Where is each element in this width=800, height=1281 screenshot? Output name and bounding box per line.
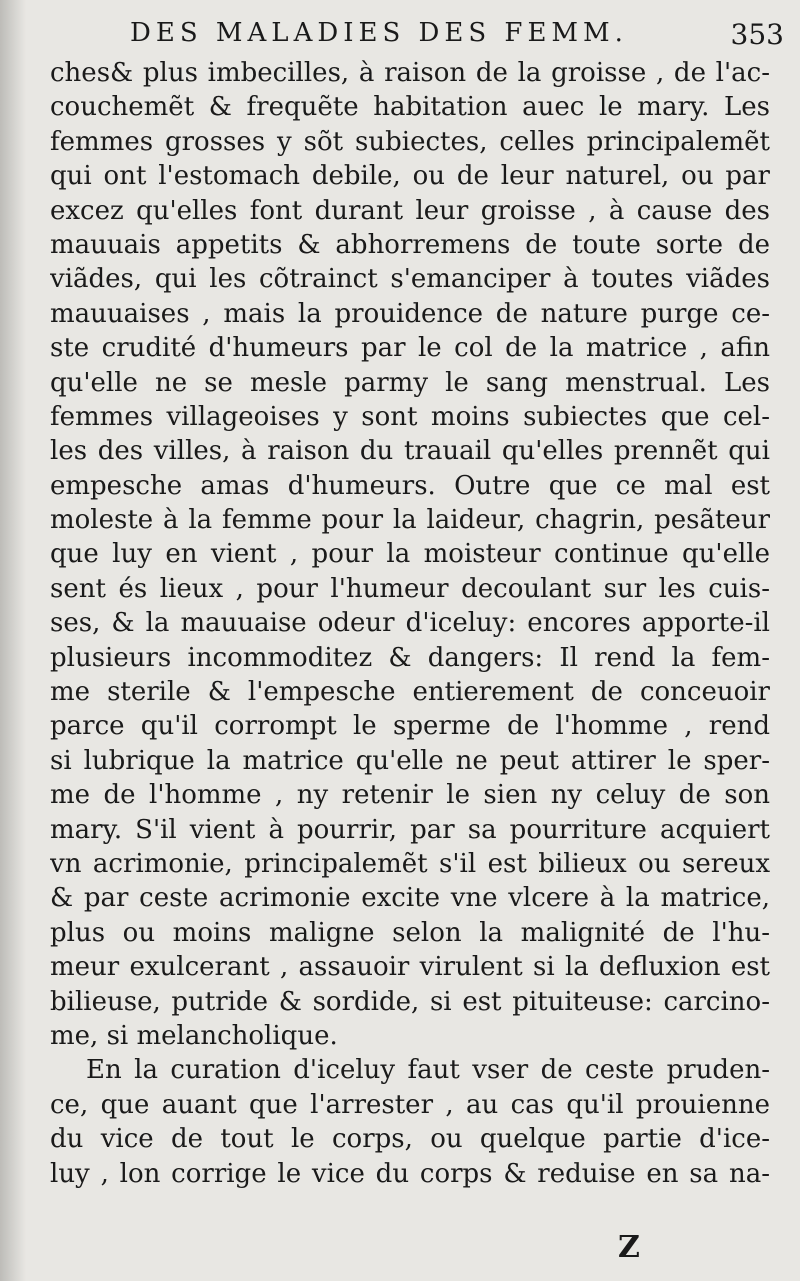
text-line: qu'elle ne se mesle parmy le sang menstrual. Les	[50, 367, 770, 398]
page-number: 353	[730, 18, 784, 51]
text-line: femmes villageoises y sont moins subiectes que cel-	[50, 401, 770, 432]
page-gutter-shadow	[0, 0, 26, 1281]
text-line: sent és lieux , pour l'humeur decoulant sur les cuis-	[50, 573, 770, 604]
text-line: plusieurs incommoditez & dangers: Il rend la fem-	[50, 642, 770, 673]
text-line: me sterile & l'empesche entierement de conceuoir	[50, 677, 770, 708]
text-line: femmes grosses y sõt subiectes, celles principalemẽt	[50, 126, 770, 157]
text-line: ches& plus imbecilles, à raison de la groisse , de l'ac-	[50, 58, 770, 88]
page-header	[110, 8, 790, 52]
text-line: ce, que auant que l'arrester , au cas qu'il prouienne	[50, 1089, 770, 1120]
text-line: excez qu'elles font durant leur groisse , à cause des	[50, 195, 770, 226]
text-line: qui ont l'estomach debile, ou de leur naturel, ou par	[50, 161, 770, 192]
text-line: si lubrique la matrice qu'elle ne peut attirer le sper-	[50, 745, 770, 776]
text-line: vn acrimonie, principalemẽt s'il est bilieux ou sereux	[50, 848, 770, 879]
text-line: mary. S'il vient à pourrir, par sa pourriture acquiert	[50, 814, 770, 845]
text-line: ses, & la mauuaise odeur d'iceluy: encores apporte-il	[50, 608, 770, 639]
paragraph-end-line: me, si melancholique.	[50, 1020, 338, 1051]
text-line: mauuais appetits & abhorremens de toute sorte de	[50, 229, 770, 260]
text-line: couchemẽt & frequẽte habitation auec le mary. Les	[50, 92, 770, 123]
text-line: que luy en vient , pour la moisteur continue qu'elle	[50, 539, 770, 570]
text-line: viãdes, qui les cõtrainct s'emanciper à toutes viãdes	[50, 264, 770, 295]
text-line: plus ou moins maligne selon la malignité de l'hu-	[50, 917, 770, 948]
text-line: me de l'homme , ny retenir le sien ny celuy de son	[50, 780, 770, 811]
text-line: ste crudité d'humeurs par le col de la matrice , afin	[50, 333, 770, 364]
text-line: les des villes, à raison du trauail qu'elles prennẽt qui	[50, 436, 770, 467]
text-line: parce qu'il corrompt le sperme de l'homme , rend	[50, 711, 770, 742]
text-line: empesche amas d'humeurs. Outre que ce mal est	[50, 470, 770, 501]
running-title: DES MALADIES DES FEMM.	[130, 18, 628, 48]
text-line: bilieuse, putride & sordide, si est pituiteuse: carcino-	[50, 986, 770, 1017]
text-line: & par ceste acrimonie excite vne vlcere à la matrice,	[50, 883, 770, 914]
text-line: mauuaises , mais la prouidence de nature purge ce-	[50, 298, 770, 329]
text-line: moleste à la femme pour la laideur, chagrin, pesãteur	[50, 505, 770, 536]
body-text	[50, 56, 770, 1191]
paragraph-start-line: En la curation d'iceluy faut vser de ceste pruden-	[86, 1055, 770, 1086]
text-line: luy , lon corrige le vice du corps & reduise en sa na-	[50, 1158, 770, 1189]
text-line: du vice de tout le corps, ou quelque partie d'ice-	[50, 1124, 770, 1155]
signature-mark: Z	[618, 1230, 640, 1265]
text-line: meur exulcerant , assauoir virulent si la defluxion est	[50, 952, 770, 983]
